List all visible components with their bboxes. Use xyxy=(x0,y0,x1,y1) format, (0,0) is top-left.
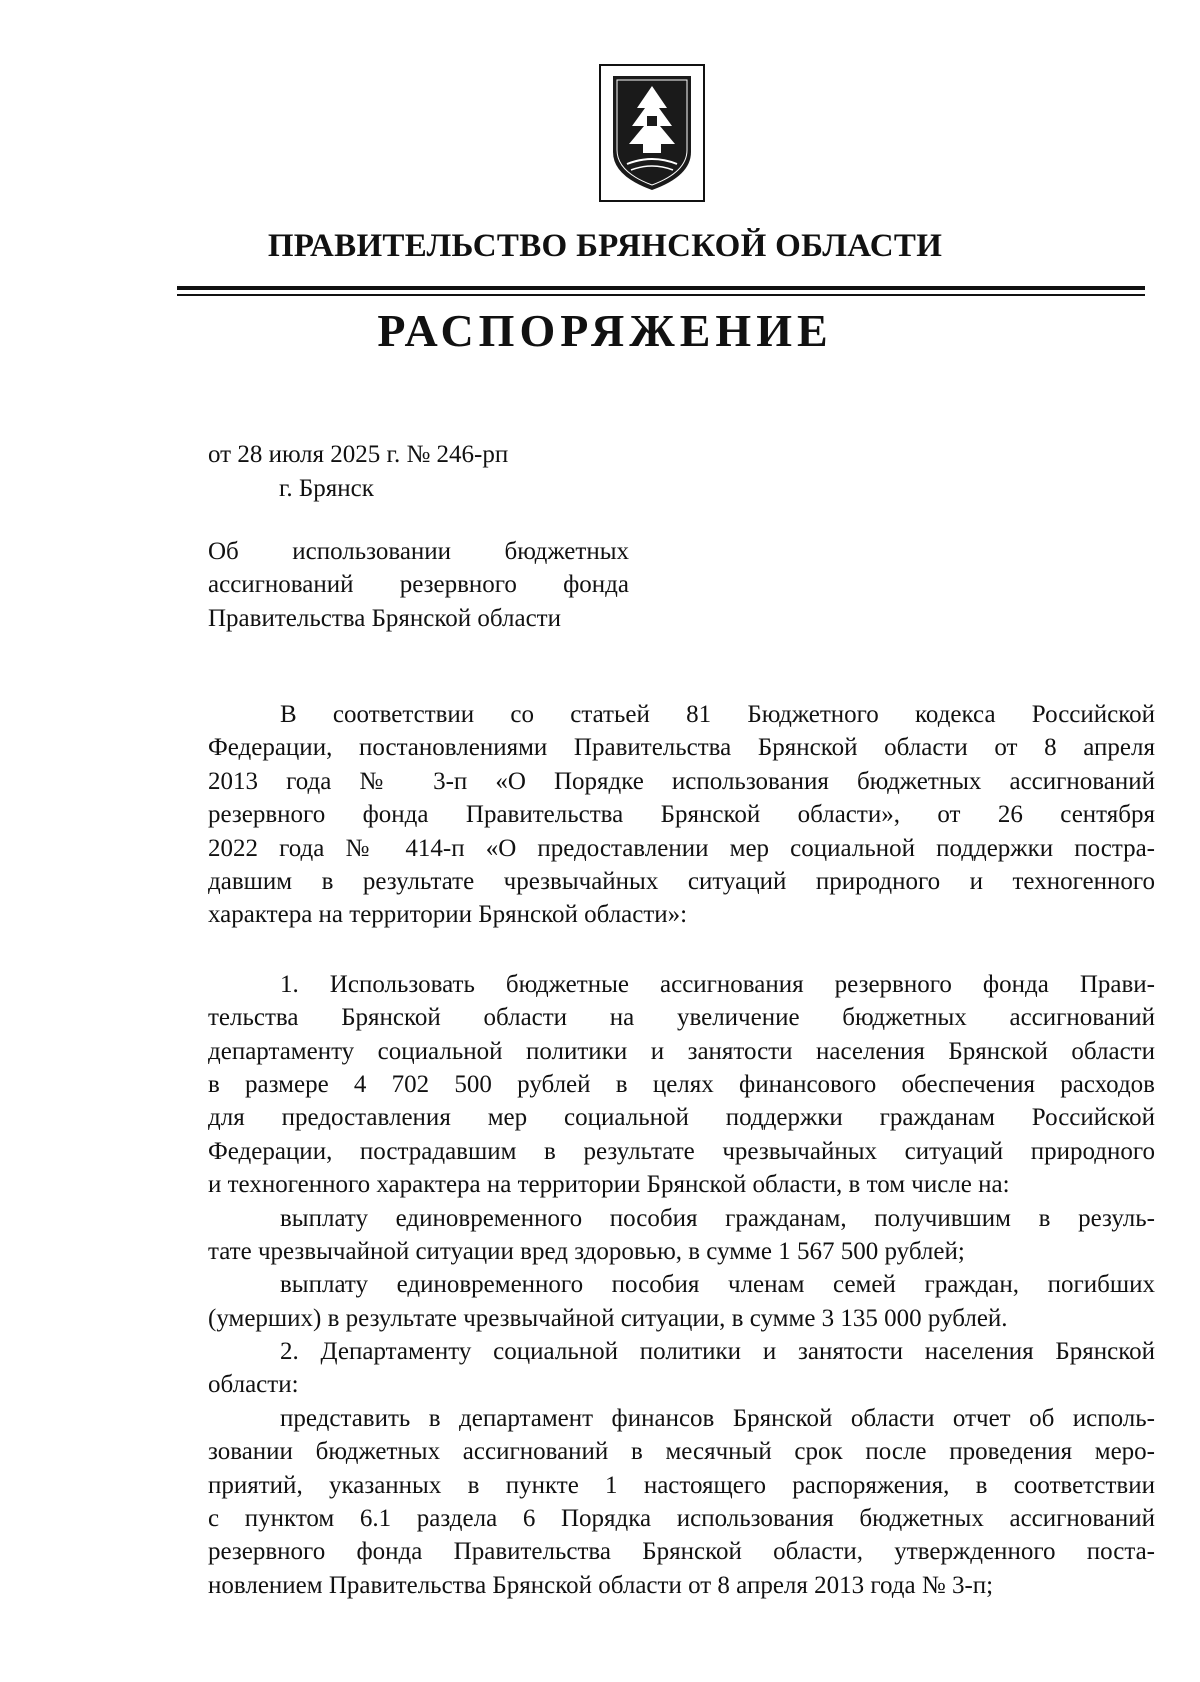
subject-line: Об использовании бюджетных xyxy=(208,538,629,565)
text-line: тате чрезвычайной ситуации вред здоровью, в сумме 1 567 500 рублей; xyxy=(208,1237,965,1265)
subject-line: ассигнований резервного фонда xyxy=(208,571,629,599)
text-line: тельства Брянской области на увеличение бюджетных ассигнований xyxy=(208,1004,1155,1032)
text-line: выплату единовременного пособия членам семей граждан, погибших xyxy=(280,1271,1155,1299)
text-line: давшим в результате чрезвычайных ситуаций природного и техногенного xyxy=(208,867,1155,895)
text-line: 2013 года № 3-п «О Порядке использования бюджетных ассигнований xyxy=(208,767,1155,795)
text-line: выплату единовременного пособия гражданам, получившим в резуль- xyxy=(280,1204,1155,1232)
text-line: (умерших) в результате чрезвычайной ситуации, в сумме 3 135 000 рублей. xyxy=(208,1304,1008,1332)
document-subject xyxy=(208,535,629,635)
text-line: области: xyxy=(208,1371,299,1399)
item-2a-paragraph xyxy=(208,1402,1155,1602)
subject-line: Правительства Брянской области xyxy=(208,604,561,632)
government-title: ПРАВИТЕЛЬСТВО БРЯНСКОЙ ОБЛАСТИ xyxy=(267,228,943,264)
date-and-number: от 28 июля 2025 г. № 246-рп xyxy=(208,441,509,468)
text-line: характера на территории Брянской области»: xyxy=(208,901,688,929)
text-line: новлением Правительства Брянской области от 8 апреля 2013 года № 3-п; xyxy=(208,1571,994,1599)
text-line: В соответствии со статьей 81 Бюджетного кодекса Российской xyxy=(280,701,1155,728)
item-1b-paragraph xyxy=(208,1268,1155,1335)
text-line: приятий, указанных в пункте 1 настоящего распоряжения, в соответствии xyxy=(208,1471,1155,1499)
header-rule-thin xyxy=(177,294,1145,296)
text-line: 2. Департаменту социальной политики и занятости населения Брянской xyxy=(280,1338,1155,1366)
preamble-paragraph xyxy=(208,698,1155,932)
coat-of-arms-emblem xyxy=(599,64,705,202)
text-line: резервного фонда Правительства Брянской области, утвержденного поста- xyxy=(208,1538,1155,1566)
document-type-title: РАСПОРЯЖЕНИЕ xyxy=(377,305,833,356)
text-line: Федерации, постановлениями Правительства Брянской области от 8 апреля xyxy=(208,734,1155,762)
item-1-paragraph xyxy=(208,968,1155,1202)
text-line: департаменту социальной политики и занятости населения Брянской области xyxy=(208,1037,1155,1065)
text-line: зовании бюджетных ассигнований в месячный срок после проведения меро- xyxy=(208,1438,1155,1466)
item-2-paragraph xyxy=(208,1335,1155,1402)
text-line: с пунктом 6.1 раздела 6 Порядка использования бюджетных ассигнований xyxy=(208,1505,1155,1533)
document-body xyxy=(208,698,1155,1602)
text-line: Федерации, пострадавшим в результате чрезвычайных ситуаций природного xyxy=(208,1137,1155,1165)
text-line: и техногенного характера на территории Брянской области, в том числе на: xyxy=(208,1171,1010,1199)
item-1a-paragraph xyxy=(208,1202,1155,1269)
text-line: представить в департамент финансов Брянской области отчет об исполь- xyxy=(280,1404,1155,1432)
text-line: 2022 года № 414-п «О предоставлении мер социальной поддержки постра- xyxy=(208,834,1155,862)
header-rule-thick xyxy=(177,286,1145,290)
text-line: для предоставления мер социальной поддержки гражданам Российской xyxy=(208,1104,1155,1132)
text-line: резервного фонда Правительства Брянской области», от 26 сентября xyxy=(208,801,1155,829)
text-line: 1. Использовать бюджетные ассигнования резервного фонда Прави- xyxy=(280,970,1155,998)
text-line: в размере 4 702 500 рублей в целях финансового обеспечения расходов xyxy=(208,1070,1155,1098)
city: г. Брянск xyxy=(279,475,374,502)
